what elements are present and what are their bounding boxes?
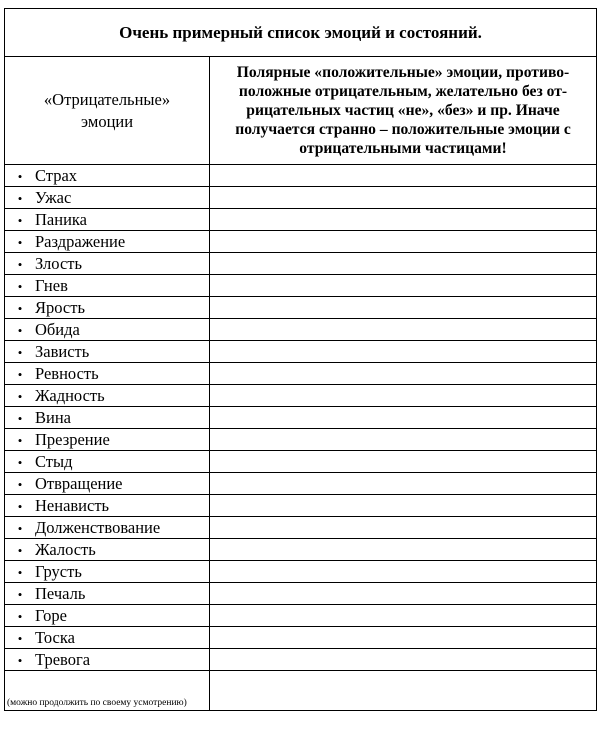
emotion-label: Тоска <box>35 627 75 647</box>
emotion-label: Отвращение <box>35 473 123 493</box>
bullet-icon: • <box>17 652 23 668</box>
bullet-icon: • <box>17 410 23 426</box>
bullet-icon: • <box>17 322 23 338</box>
emotion-label: Обида <box>35 319 80 339</box>
positive-emotion-cell-empty <box>210 561 597 583</box>
negative-emotion-cell <box>5 649 210 671</box>
negative-emotion-cell <box>5 517 210 539</box>
negative-emotion-cell <box>5 319 210 341</box>
right-header-line: отрицательными частицами! <box>299 140 507 157</box>
positive-emotion-cell-empty <box>210 165 597 187</box>
emotion-label: Паника <box>35 209 87 229</box>
emotion-label: Ревность <box>35 363 99 383</box>
emotion-label: Раздражение <box>35 231 126 251</box>
emotion-label: Жалость <box>35 539 96 559</box>
bullet-icon: • <box>17 520 23 536</box>
emotion-row <box>5 605 597 627</box>
positive-emotion-cell-empty <box>210 583 597 605</box>
bullet-icon: • <box>17 344 23 360</box>
positive-emotion-cell-empty <box>210 649 597 671</box>
title-row <box>5 9 597 57</box>
positive-emotion-cell-empty <box>210 231 597 253</box>
emotions-table <box>4 8 597 711</box>
bullet-icon: • <box>17 388 23 404</box>
emotion-row <box>5 297 597 319</box>
negative-emotion-cell <box>5 275 210 297</box>
emotion-row <box>5 385 597 407</box>
positive-emotion-cell-empty <box>210 275 597 297</box>
emotion-row <box>5 495 597 517</box>
bullet-icon: • <box>17 630 23 646</box>
bullet-icon: • <box>17 432 23 448</box>
negative-emotion-cell <box>5 473 210 495</box>
negative-emotion-cell <box>5 253 210 275</box>
right-header-line: получается странно – положительные эмоции с <box>235 121 571 138</box>
emotion-label: Ненависть <box>35 495 110 515</box>
positive-emotion-cell-empty <box>210 209 597 231</box>
bullet-icon: • <box>17 366 23 382</box>
bullet-icon: • <box>17 278 23 294</box>
bullet-icon: • <box>17 168 23 184</box>
document-title: Очень примерный список эмоций и состояний. <box>5 9 597 57</box>
right-header-line: Полярные «положительные» эмоции, противо- <box>236 64 570 81</box>
right-header-line: положные отрицательным, желательно без от- <box>238 83 568 100</box>
positive-emotion-cell-empty <box>210 297 597 319</box>
emotion-label: Гнев <box>35 275 68 295</box>
right-column-header <box>210 57 597 165</box>
negative-emotion-cell <box>5 363 210 385</box>
emotion-row <box>5 517 597 539</box>
bullet-icon: • <box>17 300 23 316</box>
footer-note: (можно продолжить по своему усмотрению) <box>5 671 210 711</box>
bullet-icon: • <box>17 212 23 228</box>
right-header-line: рицательных частиц «не», «без» и пр. Иначе <box>246 102 560 119</box>
emotion-row <box>5 429 597 451</box>
negative-emotion-cell <box>5 407 210 429</box>
emotion-label: Злость <box>35 253 83 273</box>
header-row <box>5 57 597 165</box>
emotion-label: Ярость <box>35 297 85 317</box>
positive-emotion-cell-empty <box>210 517 597 539</box>
bullet-icon: • <box>17 564 23 580</box>
positive-emotion-cell-empty <box>210 605 597 627</box>
positive-emotion-cell-empty <box>210 253 597 275</box>
left-column-header: «Отрицательные» эмоции <box>5 57 210 165</box>
emotion-row <box>5 473 597 495</box>
positive-emotion-cell-empty <box>210 539 597 561</box>
bullet-icon: • <box>17 608 23 624</box>
negative-emotion-cell <box>5 429 210 451</box>
bullet-icon: • <box>17 586 23 602</box>
positive-emotion-cell-empty <box>210 407 597 429</box>
emotion-label: Грусть <box>35 561 82 581</box>
emotion-row <box>5 363 597 385</box>
negative-emotion-cell <box>5 495 210 517</box>
bullet-icon: • <box>17 256 23 272</box>
emotion-label: Горе <box>35 605 67 625</box>
emotion-label: Страх <box>35 165 78 185</box>
positive-emotion-cell-empty <box>210 319 597 341</box>
emotion-label: Зависть <box>35 341 90 361</box>
emotion-row <box>5 341 597 363</box>
positive-emotion-cell-empty <box>210 473 597 495</box>
negative-emotion-cell <box>5 583 210 605</box>
negative-emotion-cell <box>5 165 210 187</box>
footer-row <box>5 671 597 711</box>
bullet-icon: • <box>17 542 23 558</box>
emotion-row <box>5 165 597 187</box>
emotion-row <box>5 451 597 473</box>
positive-emotion-cell-empty <box>210 363 597 385</box>
emotion-row <box>5 275 597 297</box>
emotion-row <box>5 209 597 231</box>
emotion-label: Вина <box>35 407 71 427</box>
positive-emotion-cell-empty <box>210 495 597 517</box>
bullet-icon: • <box>17 190 23 206</box>
negative-emotion-cell <box>5 231 210 253</box>
emotion-label: Жадность <box>35 385 105 405</box>
negative-emotion-cell <box>5 385 210 407</box>
negative-emotion-cell <box>5 341 210 363</box>
positive-emotion-cell-empty <box>210 451 597 473</box>
negative-emotion-cell <box>5 451 210 473</box>
bullet-icon: • <box>17 454 23 470</box>
emotion-label: Презрение <box>35 429 110 449</box>
negative-emotion-cell <box>5 209 210 231</box>
bullet-icon: • <box>17 234 23 250</box>
negative-emotion-cell <box>5 605 210 627</box>
emotion-label: Долженствование <box>35 517 161 537</box>
emotion-row <box>5 539 597 561</box>
positive-emotion-cell-empty <box>210 429 597 451</box>
positive-emotion-cell-empty <box>210 671 597 711</box>
table-body <box>5 9 597 711</box>
negative-emotion-cell <box>5 627 210 649</box>
negative-emotion-cell <box>5 561 210 583</box>
emotion-label: Стыд <box>35 451 73 471</box>
emotion-row <box>5 649 597 671</box>
emotion-row <box>5 407 597 429</box>
emotion-row <box>5 561 597 583</box>
positive-emotion-cell-empty <box>210 627 597 649</box>
positive-emotion-cell-empty <box>210 341 597 363</box>
negative-emotion-cell <box>5 187 210 209</box>
emotion-row <box>5 319 597 341</box>
emotion-row <box>5 627 597 649</box>
positive-emotion-cell-empty <box>210 187 597 209</box>
bullet-icon: • <box>17 498 23 514</box>
emotion-row <box>5 187 597 209</box>
emotion-row <box>5 253 597 275</box>
emotion-label: Печаль <box>35 583 86 603</box>
emotion-label: Тревога <box>35 649 91 669</box>
emotion-row <box>5 231 597 253</box>
positive-emotion-cell-empty <box>210 385 597 407</box>
negative-emotion-cell <box>5 539 210 561</box>
negative-emotion-cell <box>5 297 210 319</box>
emotion-row <box>5 583 597 605</box>
bullet-icon: • <box>17 476 23 492</box>
emotion-label: Ужас <box>35 187 72 207</box>
